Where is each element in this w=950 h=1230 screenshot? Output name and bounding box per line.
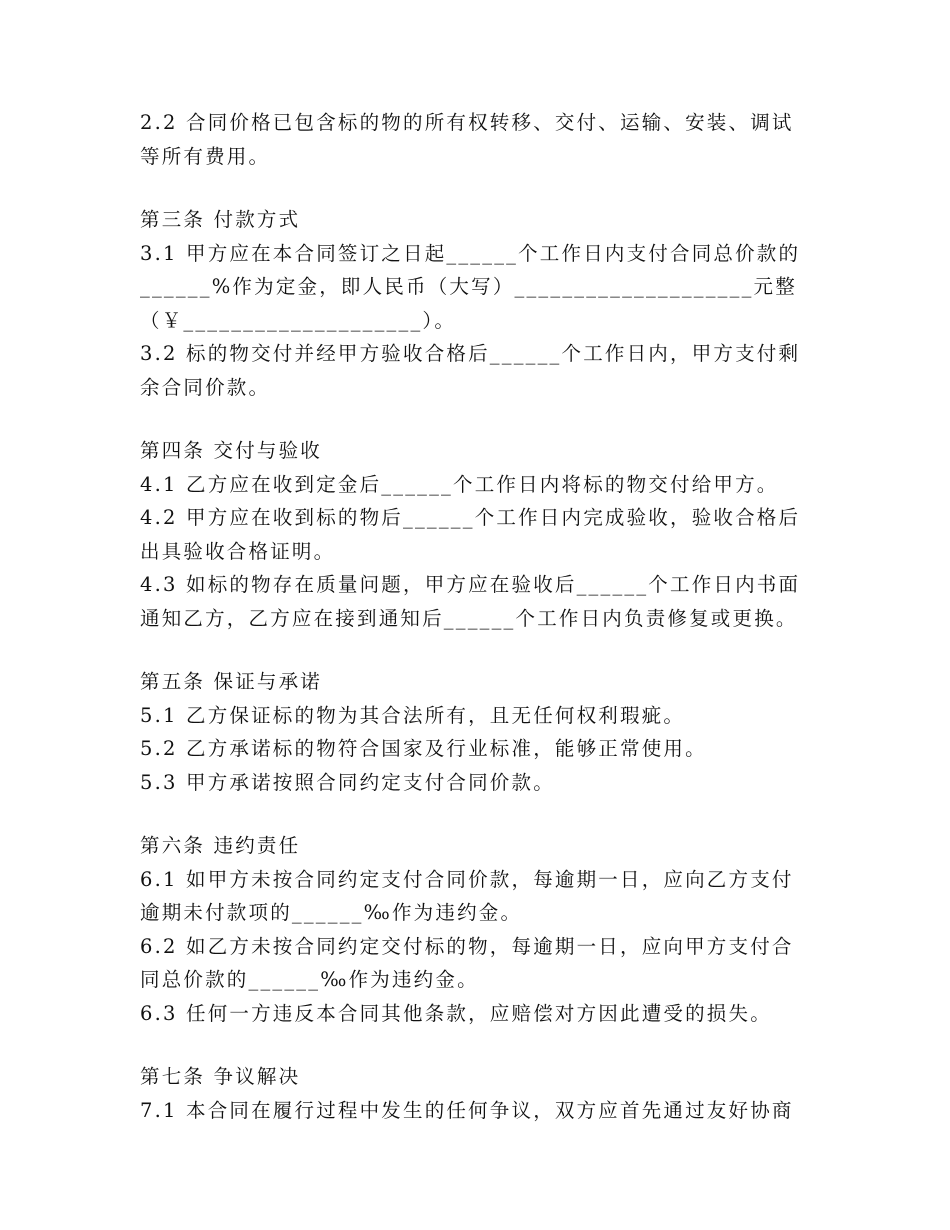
article-4-line: 4.2 甲方应在收到标的物后______个工作日内完成验收，验收合格后	[140, 506, 801, 529]
clause-2-2-line-2: 等所有费用。	[140, 144, 271, 168]
article-3-heading: 第三条 付款方式	[140, 208, 301, 231]
article-3-line: 3.2 标的物交付并经甲方验收合格后______个工作日内，甲方支付剩	[140, 342, 801, 365]
article-3-line: （￥____________________）。	[140, 308, 457, 332]
article-7-heading: 第七条 争议解决	[140, 1065, 301, 1088]
article-6-line: 6.2 如乙方未按合同约定交付标的物，每逾期一日，应向甲方支付合	[140, 934, 794, 958]
article-6-line: 6.1 如甲方未按合同约定支付合同价款，每逾期一日，应向乙方支付	[140, 867, 794, 891]
article-4-heading: 第四条 交付与验收	[140, 439, 322, 462]
article-5-line: 5.1 乙方保证标的物为其合法所有，且无任何权利瑕疵。	[140, 703, 686, 727]
article-4-line: 4.1 乙方应在收到定金后______个工作日内将标的物交付给甲方。	[140, 472, 779, 496]
article-4-line: 通知乙方，乙方应在接到通知后______个工作日内负责修复或更换。	[140, 606, 798, 630]
article-5-heading: 第五条 保证与承诺	[140, 670, 322, 693]
article-4-line: 4.3 如标的物存在质量问题，甲方应在验收后______个工作日内书面	[140, 573, 801, 596]
article-6-line: 逾期未付款项的______‰作为违约金。	[140, 901, 523, 924]
article-3-line: ______%作为定金，即人民币（大写）____________________元整	[140, 275, 797, 298]
article-6-line: 同总价款的______‰作为违约金。	[140, 968, 479, 991]
article-6-line: 6.3 任何一方违反本合同其他条款，应赔偿对方因此遭受的损失。	[140, 1001, 772, 1025]
article-5-line: 5.2 乙方承诺标的物符合国家及行业标准，能够正常使用。	[140, 737, 707, 760]
article-6-heading: 第六条 违约责任	[140, 834, 301, 857]
article-3-line: 余合同价款。	[140, 375, 271, 399]
article-7-line: 7.1 本合同在履行过程中发生的任何争议，双方应首先通过友好协商	[140, 1098, 794, 1122]
article-3-line: 3.1 甲方应在本合同签订之日起______个工作日内支付合同总价款的	[140, 241, 801, 265]
article-5-line: 5.3 甲方承诺按照合同约定支付合同价款。	[140, 770, 555, 794]
clause-2-2-line-1: 2.2 合同价格已包含标的物的所有权转移、交付、运输、安装、调试	[140, 111, 794, 134]
article-4-line: 出具验收合格证明。	[140, 539, 336, 563]
contract-page	[140, 106, 800, 1127]
